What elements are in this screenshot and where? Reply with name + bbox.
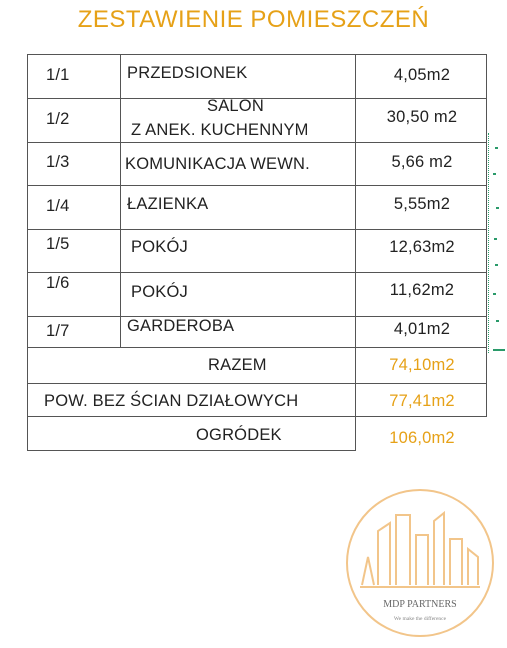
room-area: 12,63m2	[389, 238, 455, 256]
logo-tagline: We make the difference	[393, 616, 447, 622]
room-area: 4,05m2	[393, 66, 451, 84]
room-name: POKÓJ	[131, 238, 188, 256]
logo-name: MDP PARTNERS	[383, 599, 457, 610]
page-title: ZESTAWIENIE POMIESZCZEŃ	[77, 6, 430, 33]
room-name: PRZEDSIONEK	[127, 64, 248, 82]
net-area-value: 77,41m2	[389, 392, 455, 410]
room-number: 1/3	[46, 153, 70, 171]
room-area: 11,62m2	[389, 281, 455, 299]
room-number: 1/2	[46, 110, 70, 128]
total-label: RAZEM	[208, 356, 267, 374]
room-area: 30,50 m2	[386, 108, 458, 126]
room-number: 1/1	[46, 66, 70, 84]
rooms-table	[27, 54, 487, 451]
mdp-partners-logo	[344, 487, 496, 639]
garden-label: OGRÓDEK	[196, 426, 282, 444]
room-number: 1/5	[46, 235, 70, 253]
room-area: 5,66 m2	[391, 153, 453, 171]
garden-value: 106,0m2	[389, 429, 455, 447]
room-name: POKÓJ	[131, 283, 188, 301]
room-name-line2: Z ANEK. KUCHENNYM	[131, 121, 309, 139]
drawing-edge-marker	[488, 133, 503, 353]
room-name: KOMUNIKACJA WEWN.	[125, 155, 310, 173]
room-name-line1: SALON	[207, 97, 264, 115]
room-name: ŁAZIENKA	[127, 195, 209, 213]
net-area-label: POW. BEZ ŚCIAN DZIAŁOWYCH	[44, 392, 299, 410]
room-area: 4,01m2	[393, 320, 451, 338]
room-number: 1/6	[46, 274, 70, 292]
room-number: 1/4	[46, 197, 70, 215]
room-number: 1/7	[46, 322, 70, 340]
room-name: GARDEROBA	[127, 317, 235, 335]
logo-emblem-icon	[344, 487, 496, 639]
total-value: 74,10m2	[389, 356, 455, 374]
room-area: 5,55m2	[393, 195, 451, 213]
